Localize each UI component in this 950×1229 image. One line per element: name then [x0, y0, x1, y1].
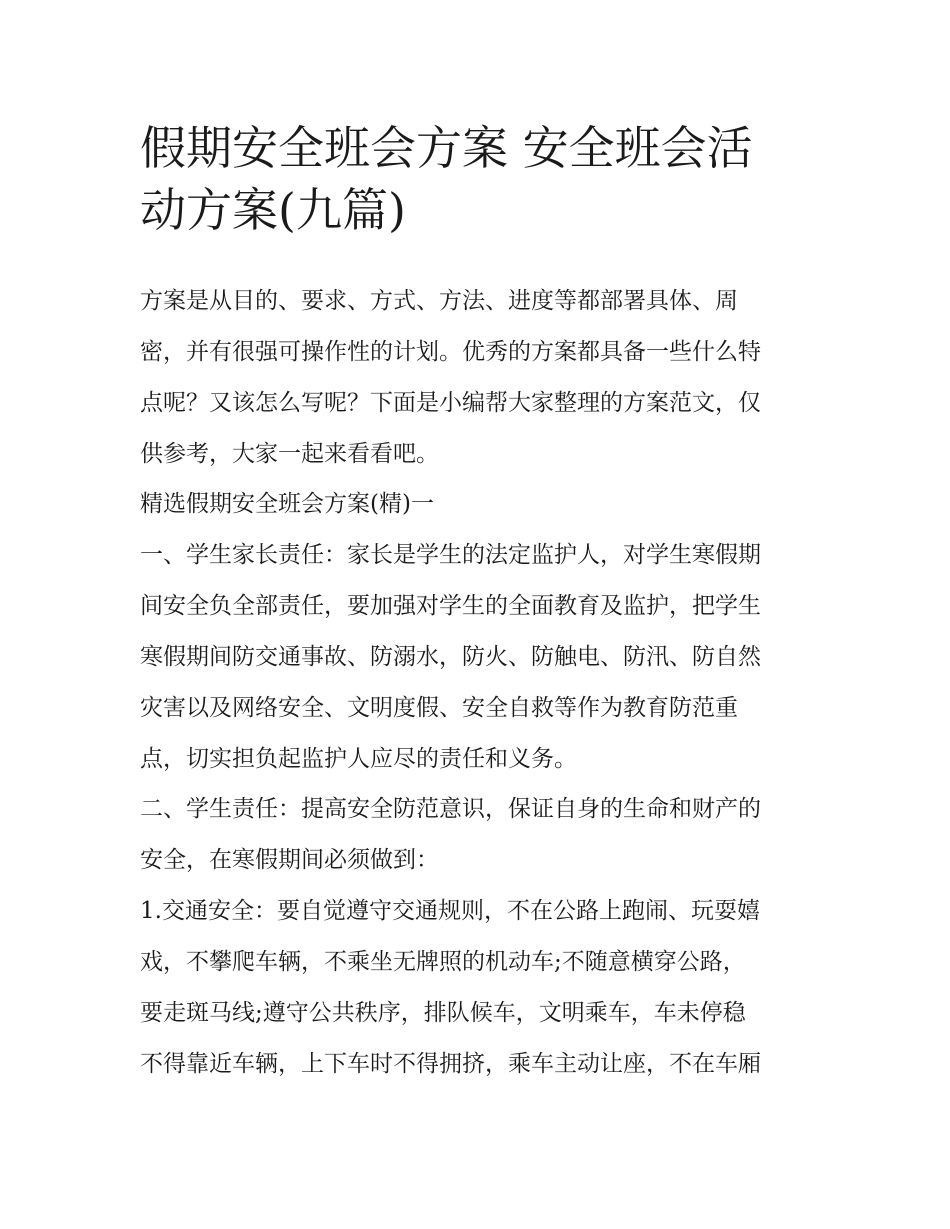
body-line: 寒假期间防交通事故、防溺水，防火、防触电、防汛、防自然 — [140, 643, 761, 670]
body-line: 密，并有很强可操作性的计划。优秀的方案都具备一些什么特 — [140, 338, 761, 365]
body-line: 一、学生家长责任：家长是学生的法定监护人，对学生寒假期 — [140, 542, 761, 569]
body-line: 间安全负全部责任，要加强对学生的全面教育及监护，把学生 — [140, 593, 761, 620]
body-line: 戏，不攀爬车辆，不乘坐无牌照的机动车;不随意横穿公路， — [140, 948, 746, 975]
document-body — [140, 282, 820, 1096]
document-title — [140, 117, 820, 241]
body-line: 方案是从目的、要求、方式、方法、进度等都部署具体、周 — [140, 288, 738, 314]
body-line: 灾害以及网络安全、文明度假、安全自救等作为教育防范重 — [140, 694, 738, 721]
body-line: 点呢？又该怎么写呢？下面是小编帮大家整理的方案范文，仅 — [140, 389, 761, 416]
body-line: 要走斑马线;遵守公共秩序，排队候车，文明乘车，车未停稳 — [140, 999, 746, 1026]
body-line: 点，切实担负起监护人应尽的责任和义务。 — [140, 745, 577, 772]
title-line: 动方案(九篇) — [140, 183, 406, 237]
body-line: 二、学生责任：提高安全防范意识，保证自身的生命和财产的 — [140, 796, 761, 823]
title-line: 假期安全班会方案 安全班会活 — [140, 121, 753, 175]
body-line: 1.交通安全：要自觉遵守交通规则，不在公路上跑闹、玩耍嬉 — [140, 898, 760, 925]
body-line: 安全，在寒假期间必须做到： — [140, 847, 439, 874]
body-line: 供参考，大家一起来看看吧。 — [140, 440, 439, 467]
body-line: 不得靠近车辆，上下车时不得拥挤，乘车主动让座，不在车厢 — [140, 1050, 761, 1077]
section-heading: 精选假期安全班会方案(精)一 — [140, 491, 434, 518]
